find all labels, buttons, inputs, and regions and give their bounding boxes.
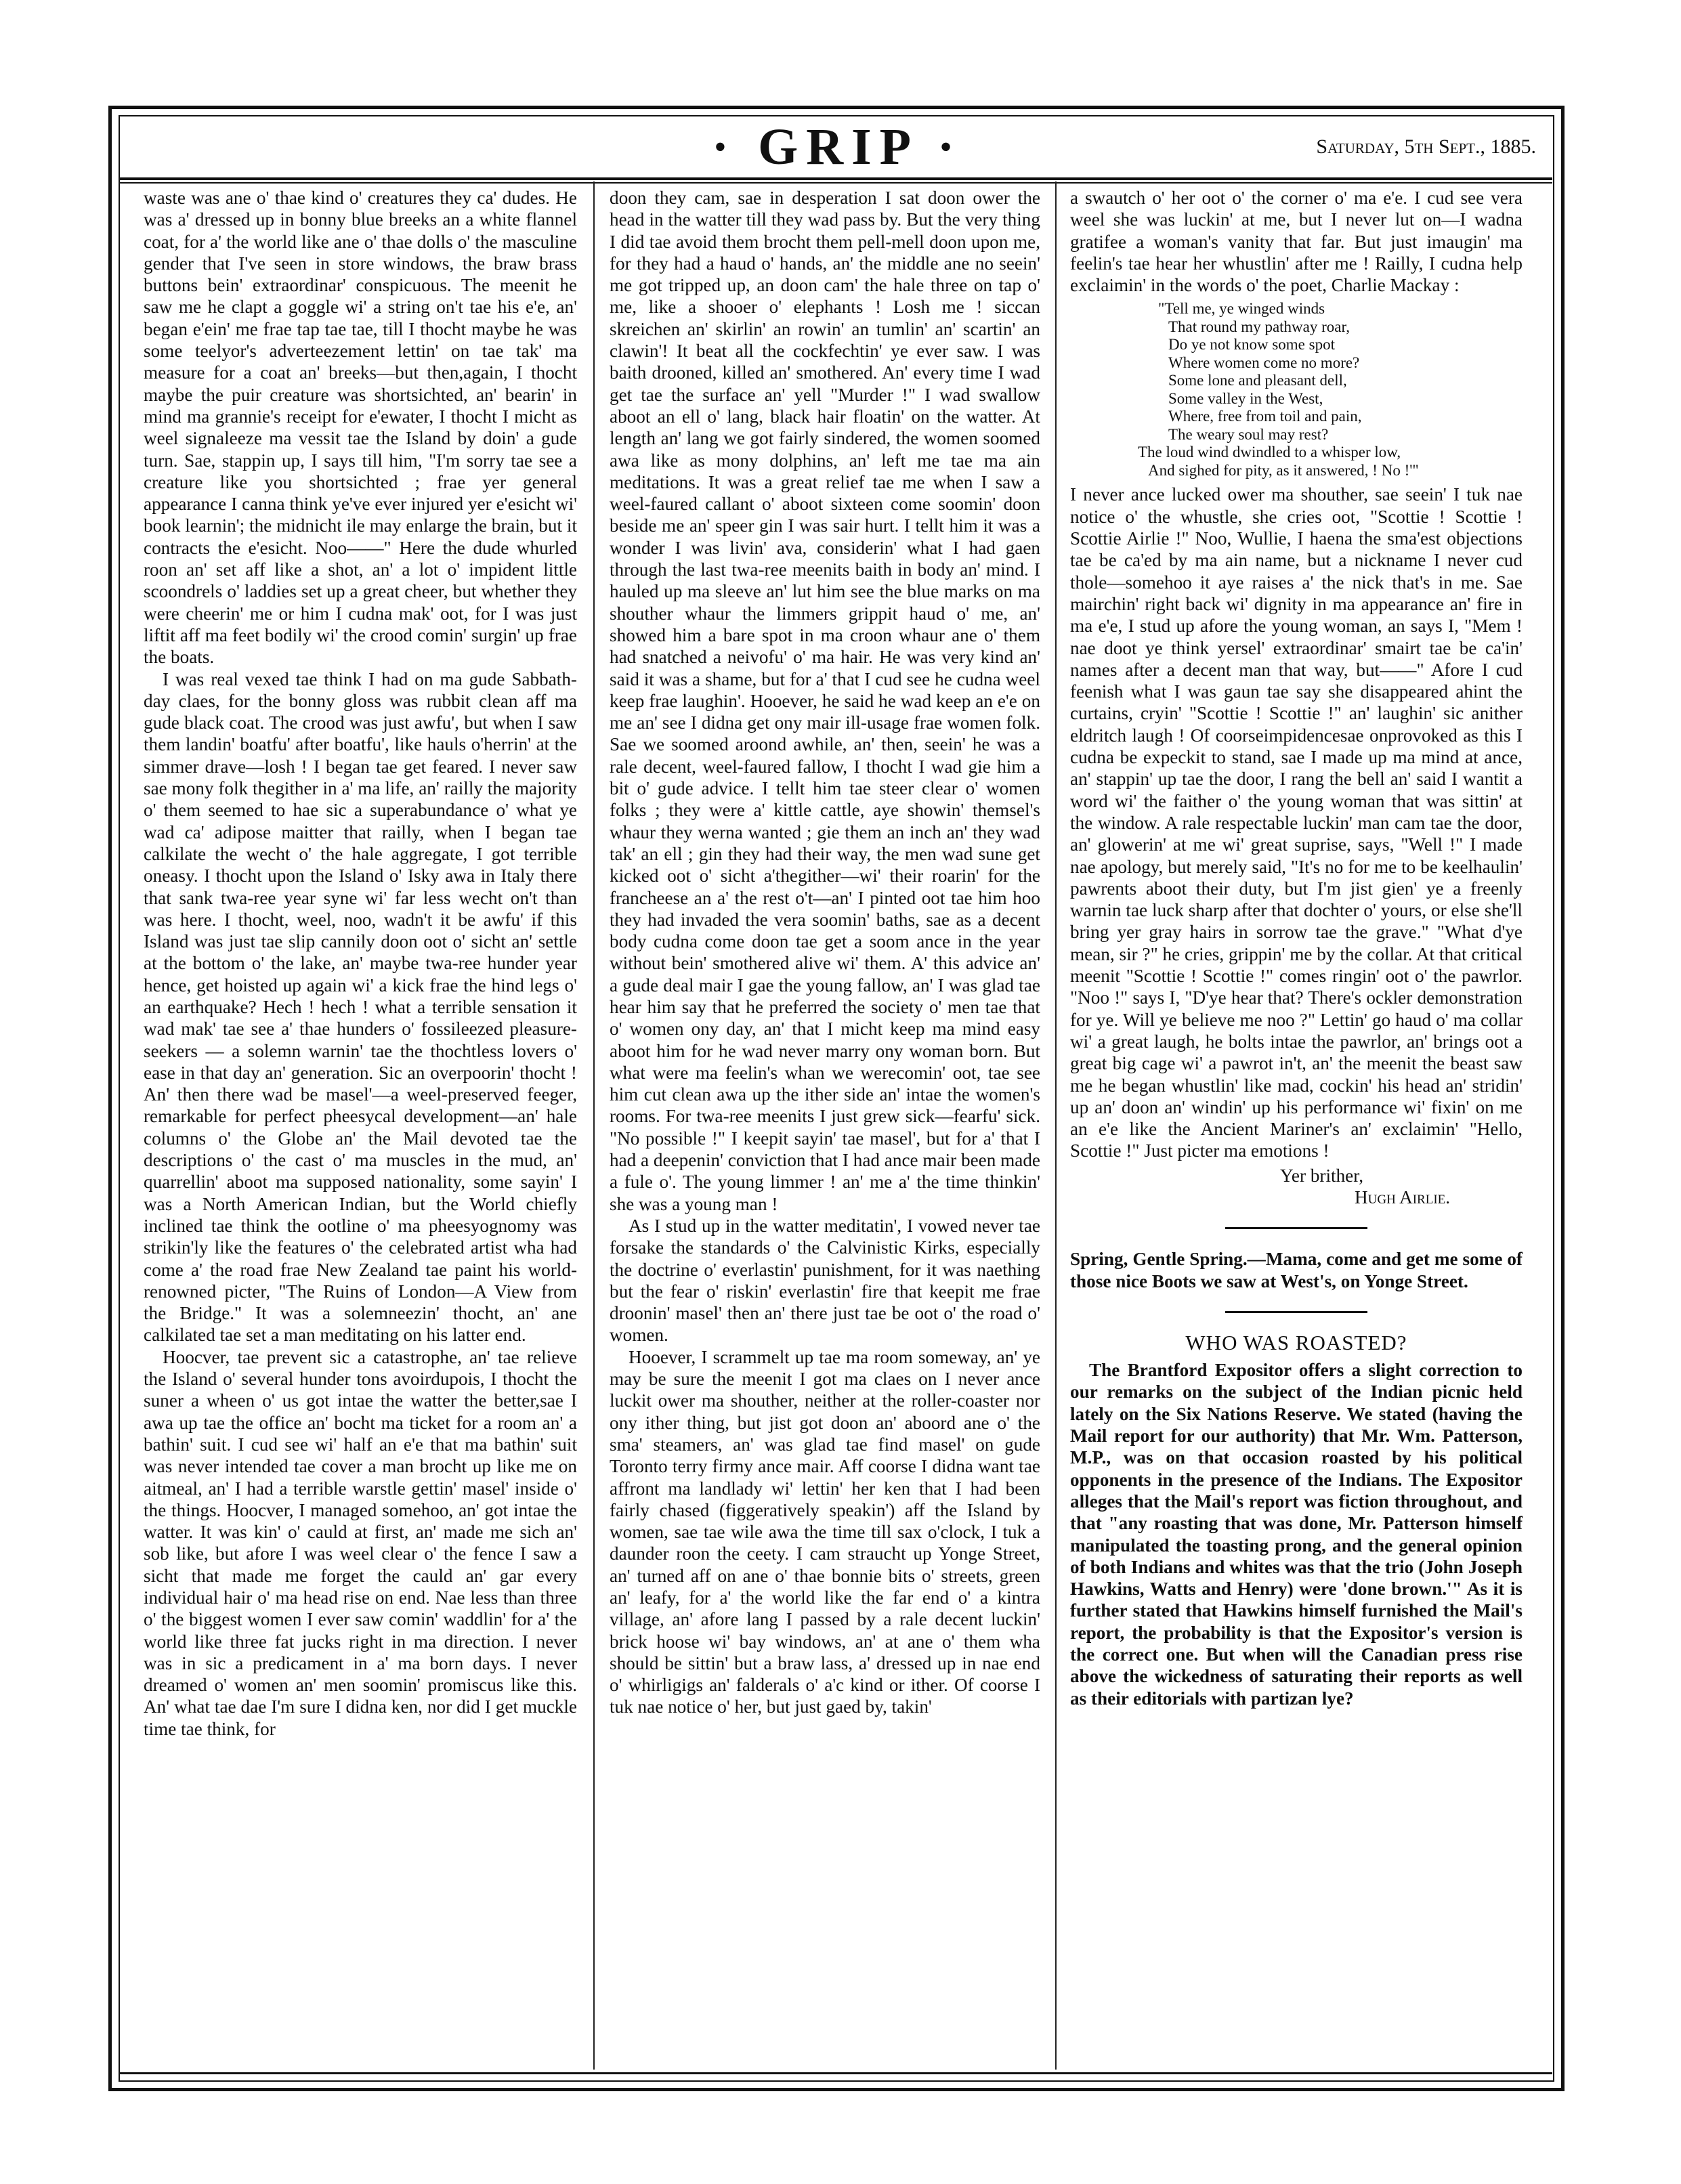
paragraph: waste was ane o' thae kind o' creatures they ca' dudes. He was a' dressed up in bonny blue breeks an a white flannel coat, for a' the world like ane o' thae dolls o' the masculine gender that I've seen in store windows, the braw brass buttons bein' extraordinar' conspicuous. The meenit he saw me he clapt a goggle wi' a string on't tae his e'e, an' began e'ein' me frae tap tae tae, till I thocht maybe he was some teelyor's adverteezement lettin' on tae tak' ma measure for a coat an' breeks—but then,again, I thocht maybe the puir creature was shortsichted, an' bearin' in mind ma grannie's receipt for e'ewater, I thocht I micht as weel signaleeze ma vessit tae the Island by doin' a gude turn. Sae, stappin up, I says till him, "I'm sorry tae see a creature like you shortsichted ; frae yer general appearance I canna think ye've ever injured yer e'esicht wi' book learnin'; the midnicht ile may enlarge the brain, but it contracts the e'esicht. Noo——" Here the dude whurled roon an' set aff like a shot, an' a lot o' impident little scoondrels o' laddies set up a great cheer, but whether they were cheerin' me or him I cudna mak' oot, for I was just liftit aff ma feet bodily wi' the crood comin' surgin' up frae the boats.: [144, 188, 577, 668]
poem-line: The loud wind dwindled to a whisper low,: [1138, 444, 1401, 461]
column-2: [610, 187, 1040, 1718]
header-rule-top: [119, 177, 1552, 180]
masthead-title: · GRIP ·: [711, 119, 963, 175]
column-1: [144, 187, 577, 1740]
issue-date: Saturday, 5th Sept., 1885.: [1316, 135, 1536, 158]
poem-line: Do ye not know some spot: [1168, 336, 1335, 354]
paragraph: Hooever, I scrammelt up tae ma room someway, an' ye may be sure the meenit I got ma claes on I never ance luckit ower ma shouther, neither at the roller-coaster nor ony ither thing, but jist got doon an' aboord ane o' the sma' steamers, an' was glad tae find masel' on gude Toronto terry firmy ance mair. Aff coorse I didna want tae affront ma landlady wi' lettin' her ken that I had been fairly chased (figgeratively speakin') aff the Island by women, sae tae wile awa the time till sax o'clock, I tuk a daunder roon the ceety. I cam straucht up Yonge Street, an' turned aff on ane o' thae bonnie bits o' streets, green an' leafy, for a' the world like the far end o' a kintra village, an' afore lang I passed by a rale decent luckin' brick hoose wi' bay windows, an' at ane o' them wha should be sittin' but a braw lass, a' dressed up in nae end o' whirligigs an' falderals o' a'c kind or ither. Of coorse I tuk nae notice o' her, but just gaed by, takin': [610, 1346, 1040, 1717]
letter-closing: Yer brither,: [1280, 1165, 1364, 1186]
poem-line: And sighed for pity, as it answered, ! No !'": [1148, 461, 1419, 479]
article-heading: WHO WAS ROASTED?: [1185, 1330, 1407, 1354]
paragraph: doon they cam, sae in desperation I sat doon ower the head in the watter till they wad pass by. But the very thing I did tae avoid them brocht them pell-mell doon upon me, for they had a haud o' hands, an' the middle ane no seein' me got tripped up, an doon cam' the hale three on tap o' me, like a shooer o' elephants ! Losh me ! siccan skreichen an' skirlin' an rowin' an tumlin' an' scartin' an clawin'! It beat all the cockfechtin' ye ever saw. I was baith drooned, killed an' smothered. An' every time I wad get tae the surface an' yell "Murder !" I wad swallow aboot an ell o' lang, black hair floatin' on the watter. At length an' lang we got fairly sindered, the women soomed awa like as mony dolphins, an' left me tae ma ain meditations. It was a great relief tae me when I saw a weel-faured callant o' aboot sixteen come soomin' doon beside me an' speer gin I was sair hurt. I tellt him it was a wonder I was livin' ava, considerin' what I had gaen through the last twa-ree meenits baith in body an' mind. I hauled up ma sleeve an' lut him see the blue marks on ma shouther whaur the limmers grippit haud o' me, an' showed him a bare spot in ma croon whaur ane o' them had snatched a neivofu' o' ma hair. He was very kind an' said it was a shame, but for a' that I cud see he cudna weel keep frae laughin'. Hooever, he said he wad keep an e'e on me an' see I didna get ony mair ill-usage frae women folk. Sae we soomed aroond awhile, an' then, seein' he was a rale decent, weel-faured fallow, I thocht I wad gie him a bit o' gude advice. I tellt him tae steer clear o' women folks ; they were a' kittle cattle, aye showin' themsel's whaur they werna wanted ; gie them an inch an' they wad tak' an ell ; gin they had their way, the men wad sune get kicked oot o' sicht a'thegither—wi' their roarin' for the francheese an a' the rest o't—an' I pinted oot tae him hoo they had invaded the vera soomin' baths, sae as a decent body cudna come doon tae get a soom ance in the year without bein' smothered alive wi' them. A' this advice an' a gude deal mair I gae the young fallow, an' I was glad tae hear him say that he preferred the society o' men tae that o' women ony day, an' that I micht keep ma mind easy aboot him for he wad never marry ony woman born. But what were ma feelin's whan we werecomin' oot, tae see him cut clean awa up the ither side an' intae the women's rooms. For twa-ree meenits I just grew sick—fearfu' sick. "No possible !" I keepit sayin' tae masel', but for a' that I had a deepenin' conviction that I had ance mair been made a fule o'. The young limmer ! an' me a' the time thinkin' she was a young man !: [610, 188, 1040, 1214]
advertisement: Spring, Gentle Spring.—Mama, come and get me some of those nice Boots we saw at West's, on Yonge Street.: [1070, 1249, 1523, 1291]
poem-line: Some valley in the West,: [1168, 389, 1323, 407]
paragraph: The Brantford Expositor offers a slight correction to our remarks on the subject of the Indian picnic held lately on the Six Nations Reserve. We stated (having the Mail report for our authority) that Mr. Wm. Patterson, M.P., was on that occasion roasted by his political opponents in the presence of the Indians. The Expositor alleges that the Mail's report was fiction throughout, and that "any roasting that was done, Mr. Patterson himself manipulated the toasting prong, and the general opinion of both Indians and whites was that the trio (John Joseph Hawkins, Watts and Henry) were 'done brown.'" As it is further stated that Hawkins himself furnished the Mail's report, the probability is that the Expositor's version is the correct one. But when will the Canadian press rise above the wickedness of saturating their reports as well as their editorials with partizan lye?: [1070, 1360, 1523, 1709]
paragraph: Hoocver, tae prevent sic a catastrophe, an' tae relieve the Island o' several hunder tons avoirdupois, I thocht the suner a wheen o' us got intae the watter the better,sae I awa up tae the office an' bocht ma ticket for a room an' a bathin' suit. I cud see wi' half an e'e that ma bathin' suit was never intended tae cover a man brocht up like me on aitmeal, an' I had a terrible warstle gettin' masel' inside o' the things. Hoocver, I managed somehoo, an' got intae the watter. It was kin' o' cauld at first, an' made me sich an' sob like, but afore I was weel clear o' the fence I saw a sicht that made me forget the cauld an' gar every individual hair o' ma head rise on end. Nae less than three o' the biggest women I ever saw comin' waddlin' for a' the world like three fat jucks right in ma direction. I never was in sic a predicament in a' ma born days. I never dreamed o' women an' men soomin' promiscus like this. An' what tae dae I'm sure I didna ken, nor did I get muckle time tae think, for: [144, 1346, 577, 1739]
column-3: [1070, 187, 1523, 1709]
paragraph: I never ance lucked ower ma shouther, sae seein' I tuk nae notice o' the whustle, she cries oot, "Scottie ! Scottie ! Scottie Airlie !" Noo, Wullie, I haena the sma'est objections tae be ca'ed by ma ain name, but a nickname I never cud thole—somehoo it aye raises a' the nick that's in me. Sae mairchin' right back wi' dignity in ma appearance an' fire in ma e'e, I stud up afore the young woman, an says I, "Mem ! nae doot ye think yersel' extraordinar' smairt tae be ca'in' names after a decent man that way, but——" Afore I cud feenish what I was gaun tae say she disappeared ahint the curtains, cryin' "Scottie ! Scottie !" an' laughin' sic anither eldritch laugh ! Of coorseimpidencesae onprovoked as this I cudna be expeckit to stand, sae I made up ma mind at ance, an' stappin' up tae the door, I rang the bell an' said I wantit a word wi' the faither o' the young woman that was sittin' at the window. A rale respectable luckin' man cam tae the door, an' glowerin' at me wi' great suprise, says, "Well !" I made nae apology, but merely said, "It's no for me to be keelhaulin' pawrents aboot their duty, but I'm jist gien' ye a freenly warnin tae luck sharp after that dochter o' yours, or else she'll bring yer gray hairs in sorrow tae the grave." "What d'ye mean, sir ?" he cries, grippin' me by the collar. At that critical meenit "Scottie ! Scottie !" comes ringin' oot o' the pawrlor. "Noo !" says I, "D'ye hear that? There's ockler demonstration for ye. Will ye believe me noo ?" Lettin' go haud o' ma collar wi' a great laugh, he bolts intae the pawrlor, an' brings oot a great big cage wi' a pawrot in't, an' the meenit the beast saw me he began whustlin' like mad, cockin' his head an' stridin' up an' doon an' windin' up his performance wi' fixin' on me an e'e like the Ancient Mariner's an' exclaimin' "Hello, Scottie !" Just picter ma emotions !: [1070, 484, 1523, 1161]
column-divider-2: [1055, 181, 1057, 2070]
header-rule-bottom: [119, 182, 1552, 184]
poem-line: Where women come no more?: [1168, 354, 1360, 371]
footer-rule: [119, 2072, 1552, 2074]
letter-signature: Hugh Airlie.: [1355, 1186, 1451, 1207]
poem-quote: [1070, 300, 1523, 479]
poem-line: Some lone and pleasant dell,: [1168, 372, 1347, 389]
poem-line: That round my pathway roar,: [1168, 318, 1350, 335]
paragraph: a swautch o' her oot o' the corner o' ma e'e. I cud see vera weel she was luckin' at me, but I never lut on—I wadna gratifee a woman's vanity that far. But just imaugin' ma feelin's tae hear her whustlin' after me ! Railly, I cudna help exclaimin' in the words o' the poet, Charlie Mackay :: [1070, 188, 1523, 296]
poem-line: Where, free from toil and pain,: [1168, 408, 1362, 425]
paragraph: I was real vexed tae think I had on ma gude Sabbath-day claes, for the bonny gloss was rubbit clean aff ma gude black coat. The crood was just awfu', but when I saw them landin' boatfu' after boatfu', like hauls o'herrin' at the simmer drave—losh ! I began tae get feared. I never saw sae mony folk thegither in a' ma life, an' railly the majority o' them seemed to hae sic a superabundance o' what ye wad ca' adipose maitter that railly, when I began tae calkilate the wecht o' the hale aggregate, I got terrible oneasy. I thocht upon the Island o' Isky awa in Italy there that sank twa-ree year syne wi' far less wecht on't than was here. I thocht, weel, noo, wadn't it be awfu' if this Island was just tae slip cannily doon oot o' sicht an' settle at the bottom o' the lake, an' maybe twa-ree hunder year hence, get hoisted up again wi' a kick frae the hind legs o' an earthquake? Hech ! hech ! what a terrible sensation it wad mak' tae see a' thae hunders o' fossileezed pleasure-seekers — a solemn warnin' tae the thochtless lovers o' ease in that day an' generation. Sic an overpoorin' thocht ! An' then there wad be masel'—a weel-preserved feeger, remarkable for perfect pheesycal development—an' hale columns o' the Globe an' the Mail devoted tae the descriptions o' the cast o' ma muscles in the mud, an' quarrellin' aboot ma supposed nationality, some sayin' I was a North American Indian, but the World chiefly inclined tae think the ootline o' ma pheesyognomy was strikin'ly like the features o' the celebrated artist wha had come a' the road frae New Zealand tae paint his world-renowned picter, "The Ruins of London—A View from the Bridge." It was a solemneezin' thocht, an' ane calkilated tae set a man meditating on his latter end.: [144, 668, 577, 1346]
column-divider-1: [593, 181, 595, 2070]
page-header: [122, 115, 1552, 177]
section-divider: [1225, 1227, 1367, 1229]
section-divider: [1225, 1311, 1367, 1313]
poem-line: "Tell me, ye winged winds: [1158, 300, 1325, 318]
poem-line: The weary soul may rest?: [1168, 425, 1329, 443]
paragraph: As I stud up in the watter meditatin', I vowed never tae forsake the standards o' the Calvinistic Kirks, especially the doctrine o' everlastin' punishment, for it was naething but the fear o' riskin' everlastin' fire that keepit me frae droonin' masel' then an' there just tae be oot o' the road o' women.: [610, 1215, 1040, 1346]
